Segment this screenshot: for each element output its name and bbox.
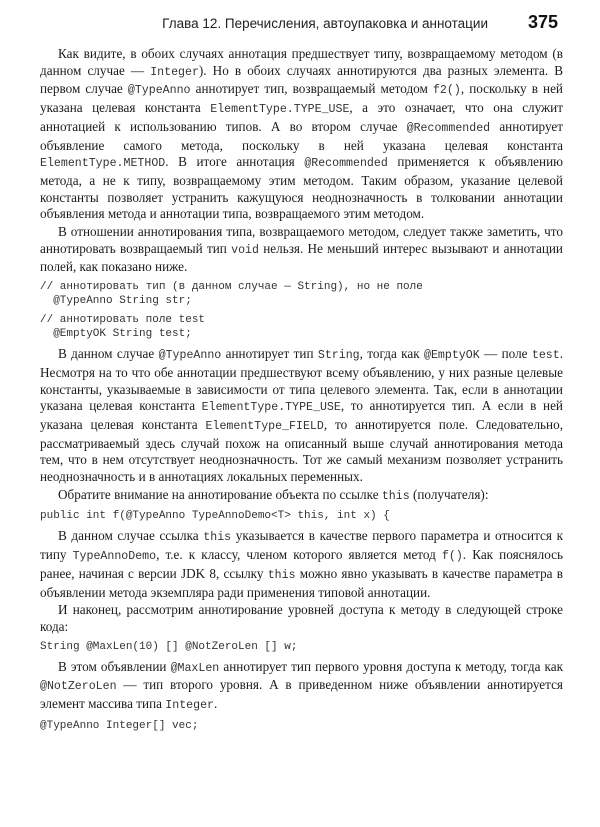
code-block-1: // аннотировать тип (в данном случае — String), но не поле @TypeAnno String str; [40, 281, 423, 308]
paragraph-3: В данном случае @TypeAnno аннотирует тип String, тогда как @EmptyOK — поле test. Несмотря на то что обе аннотации предшествуют всему объявлению, у них разные целевые константы, указываемые в зависимости от типа целевого элемента. Так, если в аннотации указана целевая константа ElementType.TYPE_USE, то аннотируется тип. А если в ней указана целевая константа ElementType_FIELD, то аннотируется поле. Следовательно, рассматриваемый здесь случай похож на описанный выше случай аннотирования метода тем, что в нем отсутствует неоднозначность. Тот же самый механизм позволяет устранить неоднозначность и в аннотациях локальных переменных. [40, 346, 564, 485]
running-header [40, 11, 560, 37]
code-block-3: public int f(@TypeAnno TypeAnnoDemo<T> this, int x) { [40, 510, 390, 523]
code-block-2: // аннотировать поле test @EmptyOK String test; [40, 314, 206, 341]
chapter-title: Глава 12. Перечисления, автоупаковка и аннотации [162, 16, 488, 31]
page-body [40, 46, 563, 738]
paragraph-5: В данном случае ссылка this указывается в качестве первого параметра и относится к типу TypeAnnoDemo, т.е. к классу, членом которого является метод f(). Как пояснялось ранее, начиная с версии JDK 8, ссылку this можно явно указывать в качестве параметра в объявлении метода экземпляра ради применения типовой аннотации. [40, 528, 563, 600]
paragraph-4: Обратите внимание на аннотирование объекта по ссылке this (получателя): [58, 486, 489, 503]
paragraph-6: И наконец, рассмотрим аннотирование уровней доступа к методу в следующей строке кода: [40, 602, 563, 634]
code-block-4: String @MaxLen(10) [] @NotZeroLen [] w; [40, 640, 298, 653]
paragraph-1: Как видите, в обоих случаях аннотация предшествует типу, возвращаемому методом (в данном случае — Integer). Но в обоих случаях аннотируются два разных элемента. В первом случае @TypeAnno аннотирует тип, возвращаемый методом f2(), поскольку в ней указана целевая константа ElementType.TYPE_USE, а это означает, что она служит аннотацией к использованию типов. А во втором случае @Recommended аннотирует объявление самого метода, поскольку в ней указана целевая константа ElementType.METHOD. В итоге аннотация @Recommended применяется к объявлению метода, а не к типу, возвращаемому этим методом. Таким образом, указание целевой константы позволяет устранить кажущуюся неоднозначность в толковании аннотации объявления метода и аннотации типа, возвращаемого этим методом. [40, 46, 564, 222]
code-block-5: @TypeAnno Integer[] vec; [40, 719, 199, 732]
paragraph-7: В этом объявлении @MaxLen аннотирует тип первого уровня доступа к методу, тогда как @NotZeroLen — тип второго уровня. А в приведенном ниже объявлении аннотируется элемент массива типа Integer. [40, 658, 563, 713]
page-number: 375 [527, 12, 558, 32]
paragraph-2: В отношении аннотирования типа, возвращаемого методом, следует также заметить, что аннотировать возвращаемый тип void нельзя. Не меньший интерес вызывают и аннотации полей, как показано ниже. [40, 224, 563, 275]
